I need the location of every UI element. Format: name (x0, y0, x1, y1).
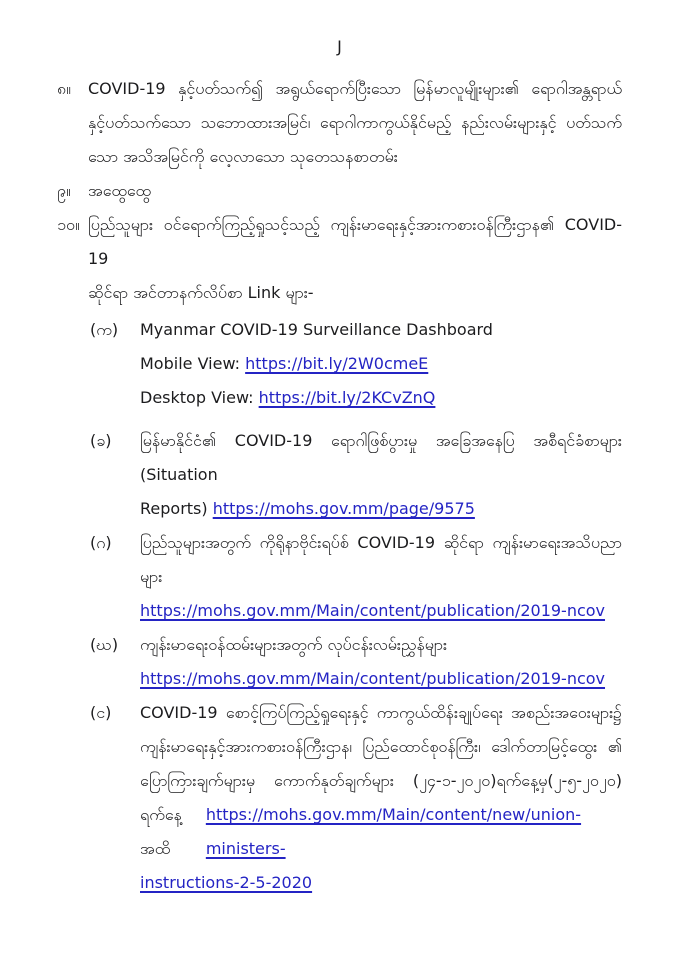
item-10-line-2: ဆိုင်ရာ အင်တာနက်လိပ်စာ Link များ- (88, 283, 314, 302)
sub-item-gha (90, 628, 622, 662)
sub-item-ka-title: Myanmar COVID-19 Surveillance Dashboard (140, 320, 493, 339)
sub-item-gha-link-line (140, 662, 622, 696)
item-9-number: ၉။ (57, 181, 71, 200)
sub-item-ga-line-1: ပြည်သူများအတွက် ကိုရိုနာဗိုင်းရပ်စ် COVID-19 ဆိုင်ရာ ကျန်းမာရေးအသိပညာ များ (140, 533, 622, 586)
sub-item-nga-label: (င) (90, 703, 112, 722)
item-10-line-1: ပြည်သူများ ဝင်ရောက်ကြည့်ရှုသင့်သည့် ကျန်းမာရေးနှင့်အားကစားဝန်ကြီးဌာန၏ COVID-19 (88, 215, 622, 268)
sub-item-ka-mobile-line (140, 347, 622, 381)
date-range-suffix-label: ရက်နေ့အထိ (140, 805, 182, 858)
sub-item-ka-label: (က) (90, 320, 119, 339)
sub-item-ga (90, 526, 622, 594)
item-8-line-3: သော အသိအမြင်ကို လေ့လာသော သုတေသနစာတမ်း (88, 147, 398, 166)
sub-item-ka-desktop-line (140, 381, 622, 415)
list-item-8 (57, 72, 622, 106)
sub-item-nga-line-3: ပြောကြားချက်များမှ ကောက်နုတ်ချက်များ (၂၄-၁-၂၀၂၀)ရက်နေ့မှ(၂-၅-၂၀၂၀) (140, 771, 622, 790)
sub-item-nga-line-5 (140, 866, 622, 900)
sub-item-kha-line-2 (140, 492, 622, 526)
page-number: J (337, 37, 342, 56)
situation-reports-label: Reports) (140, 499, 213, 518)
list-item-10 (57, 208, 622, 276)
link-mohs-publication-2019-ncov-1[interactable]: https://mohs.gov.mm/Main/content/publication/2019-ncov (140, 601, 606, 620)
link-union-ministers-instructions-line-2[interactable]: instructions-2-5-2020 (140, 873, 313, 892)
sub-item-kha-line-1: မြန်မာနိုင်ငံ၏ COVID-19 ရောဂါဖြစ်ပွားမှု အခြေအနေပြ အစီရင်ခံစာများ (Situation (140, 431, 622, 484)
sub-item-ga-link-line (140, 594, 622, 628)
link-mohs-publication-2019-ncov-2[interactable]: https://mohs.gov.mm/Main/content/publication/2019-ncov (140, 669, 606, 688)
sub-item-nga-line-4 (140, 798, 622, 866)
link-mohs-page-9575[interactable]: https://mohs.gov.mm/page/9575 (212, 499, 475, 518)
desktop-view-label: Desktop View: (140, 388, 259, 407)
link-union-ministers-instructions-line-1[interactable]: https://mohs.gov.mm/Main/content/new/union-ministers- (205, 805, 582, 858)
item-8-line-2: နှင့်ပတ်သက်သော သဘောထားအမြင်၊ ရောဂါကာကွယ်နိုင်မည့် နည်းလမ်းများနှင့် ပတ်သက် (88, 113, 622, 132)
item-8-number: ၈။ (57, 79, 71, 98)
item-10-number: ၁၀။ (57, 215, 80, 234)
sub-item-kha (90, 424, 622, 492)
sub-item-nga-line-1: COVID-19 စောင့်ကြပ်ကြည့်ရှုရေးနှင့် ကာကွယ်ထိန်းချုပ်ရေး အစည်းအဝေးများ၌ (140, 703, 622, 722)
sub-item-nga-line-2: ကျန်းမာရေးနှင့်အားကစားဝန်ကြီးဌာန၊ ပြည်ထောင်စုဝန်ကြီး၊ ဒေါက်တာမြင့်ထွေး ၏ (140, 737, 622, 756)
sub-item-gha-label: (ဃ) (90, 635, 119, 654)
sub-item-gha-line-1: ကျန်းမာရေးဝန်ထမ်းများအတွက် လုပ်ငန်းလမ်းညွှန်များ (140, 635, 448, 654)
sub-item-nga (90, 696, 622, 730)
sub-item-ga-label: (ဂ) (90, 533, 112, 552)
item-8-line-1: COVID-19 နှင့်ပတ်သက်၍ အရွယ်ရောက်ပြီးသော မြန်မာလူမျိုးများ၏ ရောဂါအန္တရာယ် (88, 79, 622, 98)
item-9-text: အထွေထွေ (88, 181, 151, 200)
sub-item-kha-label: (ခ) (90, 431, 112, 450)
list-item-9 (57, 174, 622, 208)
link-bitly-mobile-view[interactable]: https://bit.ly/2W0cmeE (245, 354, 429, 373)
mobile-view-label: Mobile View: (140, 354, 246, 373)
link-bitly-desktop-view[interactable]: https://bit.ly/2KCvZnQ (258, 388, 436, 407)
sub-item-ka (90, 313, 622, 347)
